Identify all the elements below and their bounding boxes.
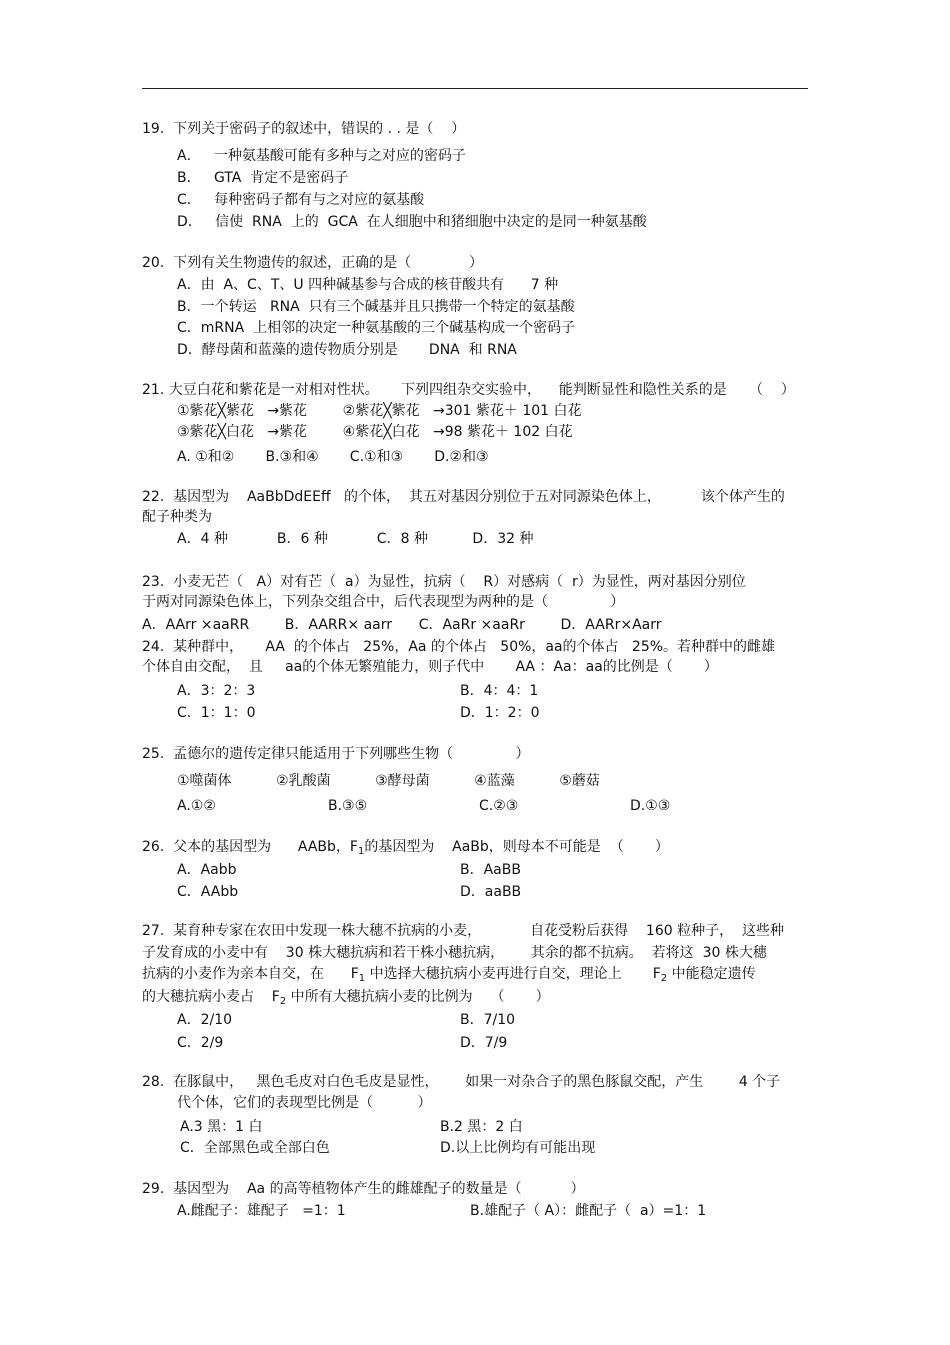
q25-organisms: ①噬菌体 ②乳酸菌 ③酵母菌 ④蓝藻 ⑤蘑菇 xyxy=(177,773,600,789)
q24-option-b: B．4：4：1 xyxy=(460,683,539,699)
q27-option-b: B．7/10 xyxy=(460,1012,516,1028)
q28-option-a: A.3 黑：1 白 xyxy=(180,1119,263,1135)
q27-line-4-pre: 的大穗抗病小麦占 F xyxy=(142,989,280,1005)
q28-option-b: B.2 黑：2 白 xyxy=(440,1119,523,1135)
q27-line-3 xyxy=(142,964,756,989)
q27-line-3-pre: 抗病的小麦作为亲本自交，在 F xyxy=(142,966,359,982)
q19-option-d: D． 信使 RNA 上的 GCA 在人细胞中和猪细胞中决定的是同一种氨基酸 xyxy=(177,214,647,230)
q28-stem-line-2: 代个体，它们的表现型比例是（ ） xyxy=(177,1095,432,1111)
q27-subscript-1: 1 xyxy=(358,973,366,984)
q25-option-a: A.①② xyxy=(177,798,216,814)
q27-line-3-mid: 中选择大穗抗病小麦再进行自交，理论上 F xyxy=(365,966,661,982)
q23-options: A．AArr ×aaRR B．AARR× aarr C．AaRr ×aaRr D．AARr×Aarr xyxy=(142,617,662,633)
q27-line-4-post: 中所有大穗抗病小麦的比例为 （ ） xyxy=(286,989,550,1005)
q27-option-c: C．2/9 xyxy=(177,1035,224,1051)
q26-option-c: C．AAbb xyxy=(177,884,239,900)
q28-option-c: C．全部黑色或全部白色 xyxy=(180,1140,330,1156)
q20-stem: 20. 下列有关生物遗传的叙述，正确的是（ ） xyxy=(142,255,484,271)
q26-option-a: A．Aabb xyxy=(177,862,237,878)
q19-stem: 19. 下列关于密码子的叙述中，错误的 . . 是（ ） xyxy=(142,121,466,137)
q19-option-a: A． 一种氨基酸可能有多种与之对应的密码子 xyxy=(177,148,466,164)
q25-option-b: B.③⑤ xyxy=(328,798,368,814)
q24-stem-line-2: 个体自由交配， 且 aa的个体无繁殖能力，则子代中 AA ：Aa：aa的比例是（ ） xyxy=(142,659,718,675)
q20-option-b: B．一个转运 RNA 只有三个碱基并且只携带一个特定的氨基酸 xyxy=(177,299,575,315)
q29-stem: 29. 基因型为 Aa 的高等植物体产生的雌雄配子的数量是（ ） xyxy=(142,1181,585,1197)
q26-subscript: 1 xyxy=(357,846,365,857)
q26-stem xyxy=(142,837,669,862)
q24-option-a: A．3：2：3 xyxy=(177,683,256,699)
q19-option-b: B． GTA 肯定不是密码子 xyxy=(177,170,349,186)
q26-stem-pre: 26. 父本的基因型为 AABb，F xyxy=(142,839,358,855)
q22-options: A．4 种 B．6 种 C．8 种 D．32 种 xyxy=(177,531,534,547)
q21-cross-2: ③紫花╳白花 →紫花 ④紫花╳白花 →98 紫花＋ 102 白花 xyxy=(177,424,573,440)
q28-stem-line-1: 28. 在豚鼠中， 黑色毛皮对白色毛皮是显性， 如果一对杂合子的黑色豚鼠交配，产生 4 个子 xyxy=(142,1074,781,1090)
q24-option-c: C．1：1：0 xyxy=(177,705,256,721)
q25-option-c: C.②③ xyxy=(479,798,519,814)
q27-option-d: D．7/9 xyxy=(460,1035,508,1051)
q27-line-3-post: 中能稳定遗传 xyxy=(667,966,756,982)
q27-line-2: 子发育成的小麦中有 30 株大穗抗病和若干株小穗抗病， 其余的都不抗病。 若将这 30 株大穗 xyxy=(142,945,767,961)
q21-stem: 21. 大豆白花和紫花是一对相对性状。 下列四组杂交实验中， 能判断显性和隐性关系的是 （ ） xyxy=(142,382,795,398)
q20-option-a: A．由 A、C、T、U 四种碱基参与合成的核苷酸共有 7 种 xyxy=(177,277,559,293)
q25-stem: 25. 孟德尔的遗传定律只能适用于下列哪些生物（ ） xyxy=(142,746,530,762)
q27-subscript-3: 2 xyxy=(279,996,287,1007)
q23-stem-line-1: 23. 小麦无芒（ A）对有芒（ a）为显性，抗病（ R）对感病（ r）为显性，两对基因分别位 xyxy=(142,574,746,590)
q24-stem-line-1: 24. 某种群中， AA 的个体占 25%，Aa 的个体占 50%，aa的个体占 25%。若种群中的雌雄 xyxy=(142,639,776,655)
q22-stem-line-2: 配子种类为 xyxy=(142,509,212,525)
q20-option-d: D．酵母菌和蓝藻的遗传物质分别是 DNA 和 RNA xyxy=(177,342,517,358)
q27-option-a: A．2/10 xyxy=(177,1012,233,1028)
q29-option-b: B.雄配子（ A）：雌配子（ a）=1：1 xyxy=(470,1203,707,1219)
q28-option-d: D.以上比例均有可能出现 xyxy=(440,1140,596,1156)
q21-cross-1: ①紫花╳紫花 →紫花 ②紫花╳紫花 →301 紫花＋ 101 白花 xyxy=(177,403,582,419)
q26-option-d: D．aaBB xyxy=(460,884,522,900)
q24-option-d: D．1：2：0 xyxy=(460,705,540,721)
q26-stem-post: 的基因型为 AaBb，则母本不可能是 （ ） xyxy=(364,839,669,855)
q19-option-c: C． 每种密码子都有与之对应的氨基酸 xyxy=(177,192,425,208)
q27-line-4 xyxy=(142,987,550,1012)
header-rule xyxy=(142,88,808,89)
q22-stem-line-1: 22. 基因型为 AaBbDdEEff 的个体， 其五对基因分别位于五对同源染色体上， 该个体产生的 xyxy=(142,489,785,505)
q21-options: A. ①和② B.③和④ C.①和③ D.②和③ xyxy=(177,449,489,465)
q27-line-1: 27. 某育种专家在农田中发现一株大穗不抗病的小麦， 自花受粉后获得 160 粒种子， 这些种 xyxy=(142,923,784,939)
q25-option-d: D.①③ xyxy=(630,798,671,814)
q27-subscript-2: 2 xyxy=(660,973,668,984)
q26-option-b: B．AaBB xyxy=(460,862,521,878)
q20-option-c: C．mRNA 上相邻的决定一种氨基酸的三个碱基构成一个密码子 xyxy=(177,320,576,336)
q29-option-a: A.雌配子：雄配子 =1：1 xyxy=(177,1203,346,1219)
q23-stem-line-2: 于两对同源染色体上，下列杂交组合中，后代表现型为两种的是（ ） xyxy=(142,594,625,610)
